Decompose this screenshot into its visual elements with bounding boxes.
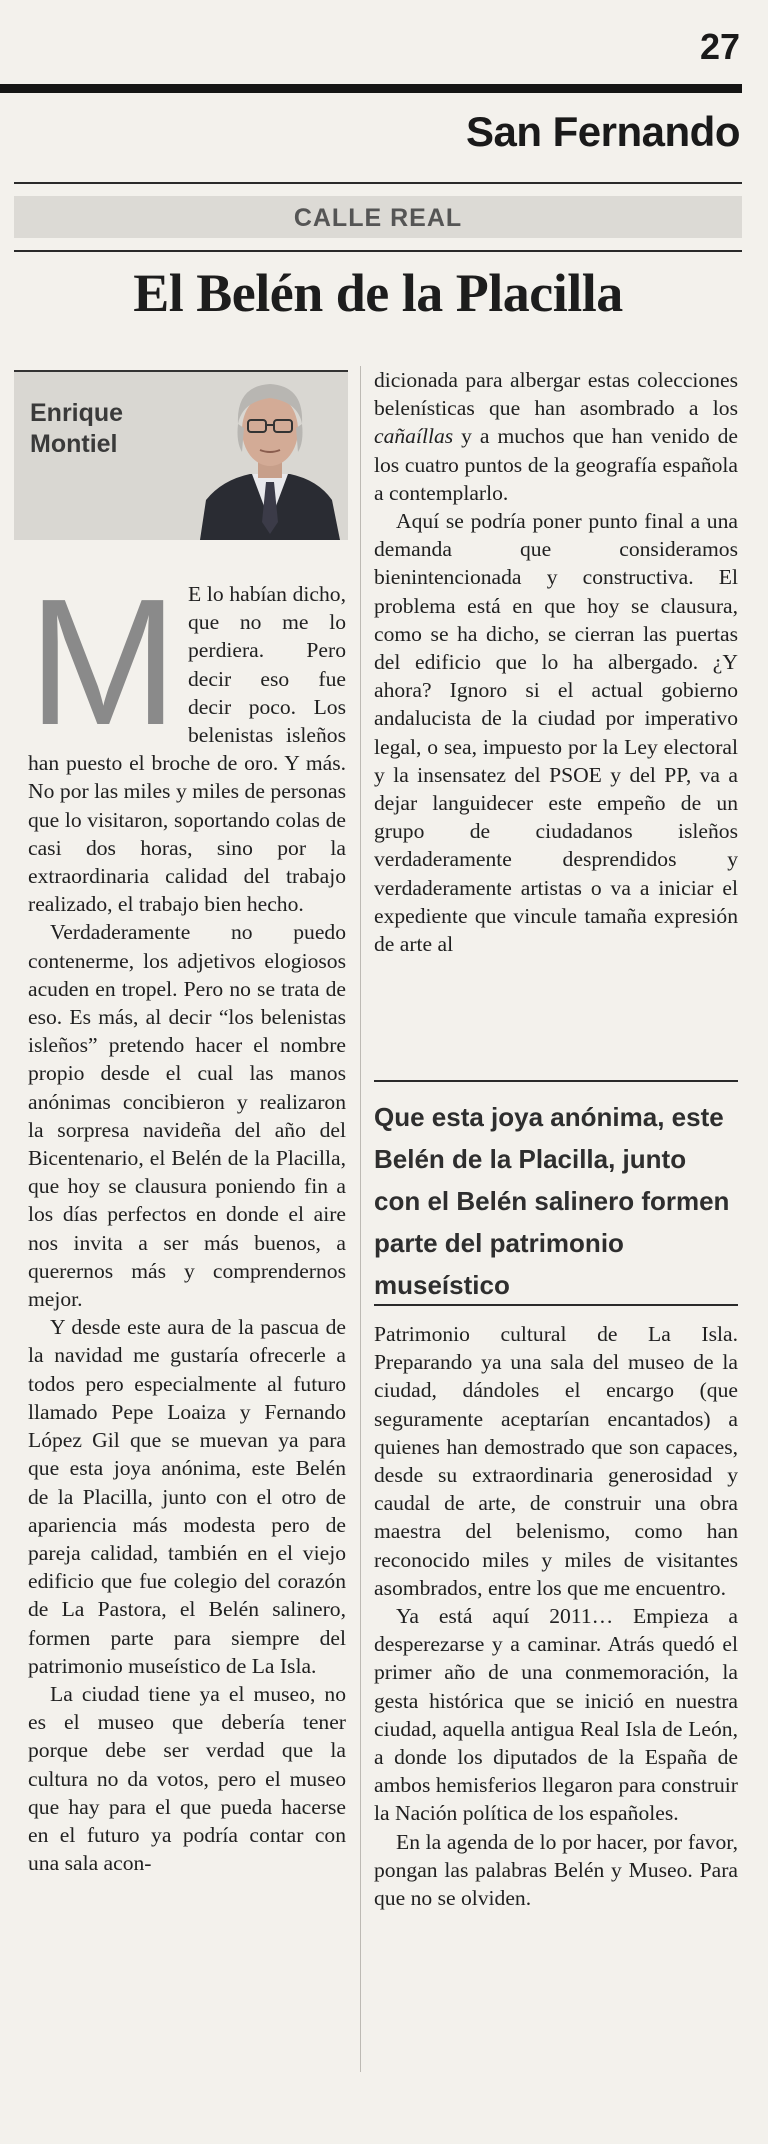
text-run: y a muchos que han venido de los cuatro puntos de la geografía española a contemplarlo.: [374, 424, 738, 505]
svg-text:M: M: [28, 584, 178, 734]
article-column-left: [28, 580, 346, 1877]
paragraph: Verdaderamente no puedo contenerme, los adjetivos elogiosos acuden en tropel. Pero no se trata de eso. Es más, al decir “los belenistas isleños” pretendo hacer el nombre propio desde el cual las manos anónimas concibieron y realizaron la sorpresa navideña del año del Bicentenario, el Belén de la Placilla, que hoy se clausura poniendo fin a los días perfectos en donde el aire nos invita a ser más buenos, a querernos más y comprendernos mejor.: [28, 920, 346, 1312]
divider-rule-bottom: [14, 250, 742, 252]
article-column-right-bottom: [374, 1320, 738, 1912]
column-name: CALLE REAL: [293, 204, 463, 232]
pull-quote-rule: [374, 1304, 738, 1306]
author-name: [30, 398, 170, 460]
author-portrait-icon: [192, 372, 348, 540]
paragraph: Y desde este aura de la pascua de la navidad me gustaría ofrecerle a todos pero especialmente al futuro llamado Pepe Loaiza y Fernando López Gil que se muevan ya para que esta joya anónima, este Belén de la Placilla, junto con el otro de apariencia más modesta pero de pareja calidad, también en el viejo edificio que fue colegio del corazón de La Pastora, el Belén salinero, formen parte para siempre del patrimonio museístico de La Isla.: [28, 1315, 346, 1678]
column-divider: [360, 366, 361, 2072]
article-headline: El Belén de la Placilla: [133, 263, 623, 323]
italic-word: cañaíllas: [374, 424, 454, 449]
author-box: [14, 370, 348, 540]
paragraph: [374, 366, 738, 507]
dropcap-letter: [28, 584, 178, 734]
paragraph: En la agenda de lo por hacer, por favor, pongan las palabras Belén y Museo. Para que no se olviden.: [374, 1829, 738, 1911]
paragraph: Ya está aquí 2011… Empieza a desperezarse y a caminar. Atrás quedó el primer año de una conmemoración, la gesta histórica que se inició en nuestra ciudad, aquella antigua Real Isla de León, a donde los diputados de la España de ambos hemisferios llegaron para construir la Nación política de los españoles.: [374, 1604, 738, 1826]
author-first-name: Enrique: [30, 399, 124, 427]
pull-quote: Que esta joya anónima, este Belén de la Placilla, junto con el Belén salinero formen parte del patrimonio museístico: [374, 1080, 738, 1306]
paragraph: La ciudad tiene ya el museo, no es el museo que debería tener porque debe ser verdad que la cultura no da votos, pero el museo que hay para el que pueda hacerse en el futuro ya podría contar con una sala acon-: [28, 1681, 346, 1876]
opening-paragraph: [28, 580, 346, 918]
page-number: 27: [699, 26, 740, 67]
section-title: San Fernando: [465, 108, 740, 155]
paragraph: Aquí se podría poner punto final a una demanda que consideramos bienintencionada y constructiva. El problema está en que hoy se clausura, como se ha dicho, se cierran las puertas del edificio que lo ha albergado. ¿Y ahora? Ignoro si el actual gobierno andalucista de la ciudad por imperativo legal, o sea, impuesto por la Ley electoral y la insensatez del PSOE y del PP, va a dejar languidecer este empeño de un grupo de ciudadanos isleños verdaderamente desprendidos y verdaderamente artistas o va a iniciar el expediente que vincule tamaña expresión de arte al: [374, 509, 738, 957]
paragraph: E lo habían dicho, que no me lo perdiera. Pero decir eso fue decir poco. Los belenistas isleños han puesto el broche de oro. Y más. No por las miles y miles de personas que lo visitaron, soportando colas de casi dos horas, sino por la extraordinaria calidad del trabajo realizado, el trabajo bien hecho.: [28, 582, 346, 917]
column-name-strip: [14, 196, 742, 238]
author-last-name: Montiel: [30, 430, 118, 458]
header-rule: [0, 84, 742, 93]
text-run: dicionada para albergar estas colecciones belenísticas que han asombrado a los: [374, 368, 738, 421]
divider-rule-top: [14, 182, 742, 184]
paragraph: Patrimonio cultural de La Isla. Preparando ya una sala del museo de la ciudad, dándoles el encargo (que seguramente aceptarían encantados) a quienes han demostrado que son capaces, desde su extraordinaria generosidad y caudal de arte, de construir una obra maestra del belenismo, como han reconocido miles y miles de visitantes asombrados, entre los que me encuentro.: [374, 1322, 738, 1600]
article-column-right-top: [374, 366, 738, 958]
